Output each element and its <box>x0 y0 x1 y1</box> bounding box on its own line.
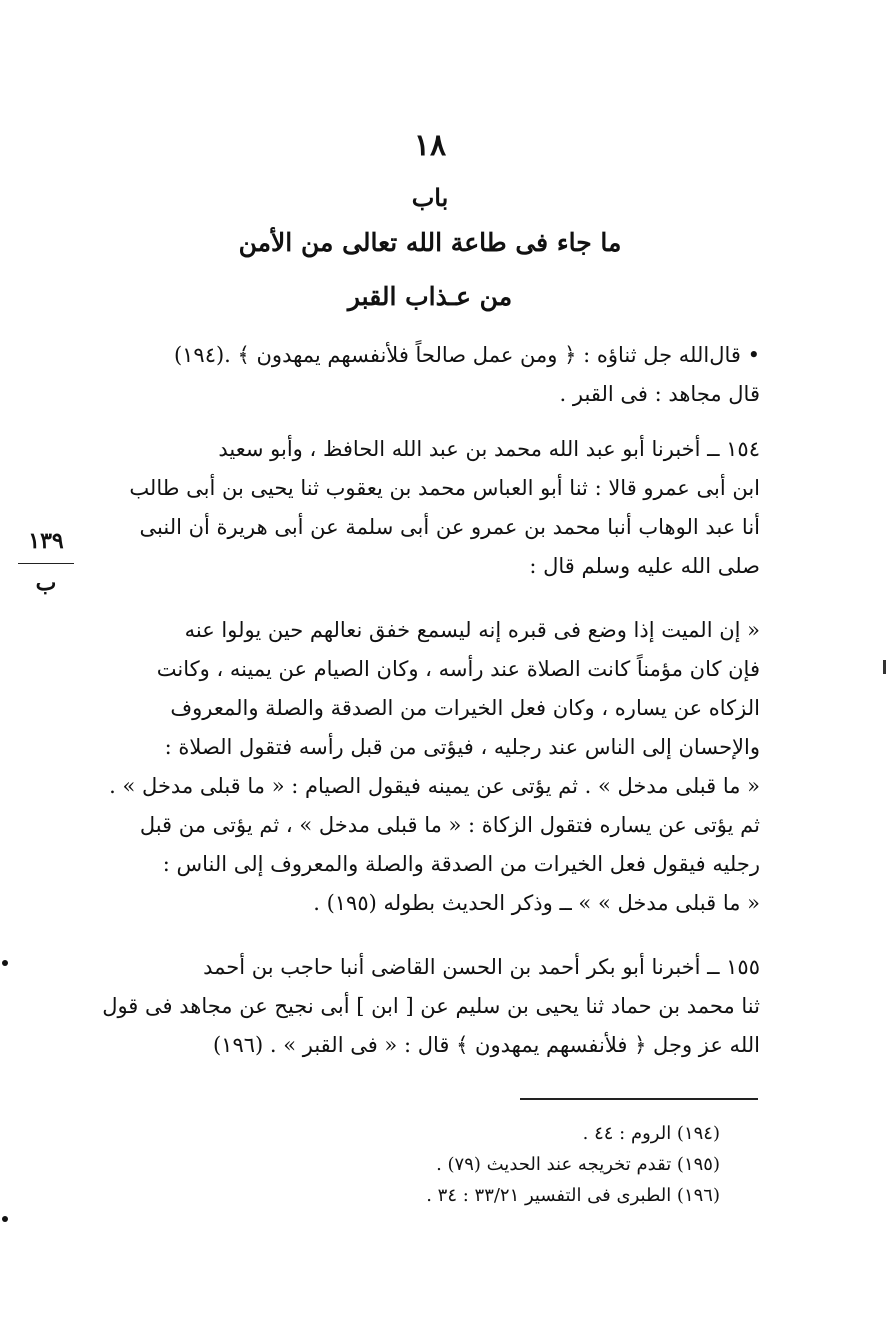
quran-quote-block <box>100 336 760 414</box>
text-line: أنا عبد الوهاب أنبا محمد بن عمرو عن أبى سلمة عن أبى هريرة أن النبى <box>139 515 760 539</box>
margin-divider <box>18 563 74 564</box>
text-line: « ما قبلى مدخل » . ثم يؤتى عن يمينه فيقول الصيام : « ما قبلى مدخل » . <box>109 774 760 798</box>
scan-mark <box>883 660 886 674</box>
footnote: (١٩٦) الطبرى فى التفسير ٣٣/٢١ : ٣٤ . <box>426 1185 720 1206</box>
hadith-154-isnad <box>100 430 760 586</box>
text-line: ثنا محمد بن حماد ثنا يحيى بن سليم عن [ ابن ] أبى نجيح عن مجاهد فى قول <box>102 994 760 1018</box>
hadith-155 <box>100 948 760 1065</box>
hadith-154-matn <box>100 611 760 923</box>
footnote-divider <box>520 1098 758 1100</box>
scan-mark <box>2 960 8 966</box>
text-line: « ما قبلى مدخل » » ــ وذكر الحديث بطوله (١٩٥) . <box>313 891 760 915</box>
text-line: الله عز وجل ﴿ فلأنفسهم يمهدون ﴾ قال : « فى القبر » . (١٩٦) <box>212 1033 760 1057</box>
text-line: رجليه فيقول فعل الخيرات من الصدقة والصلة والمعروف إلى الناس : <box>162 852 760 876</box>
scan-mark <box>2 1216 8 1222</box>
text-line: صلى الله عليه وسلم قال : <box>529 554 760 578</box>
chapter-title-line-2: من عـذاب القبر <box>347 282 513 311</box>
footnote: (١٩٥) تقدم تخريجه عند الحديث (٧٩) . <box>436 1154 720 1175</box>
chapter-number: ١٨ <box>413 128 447 163</box>
text-line: ثم يؤتى عن يساره فتقول الزكاة : « ما قبلى مدخل » ، ثم يؤتى من قبل <box>139 813 760 837</box>
chapter-label: باب <box>411 183 449 212</box>
text-line: ١٥٥ ــ أخبرنا أبو بكر أحمد بن الحسن القاضى أنبا حاجب بن أحمد <box>203 955 760 979</box>
text-line: • قال‌الله جل ثناؤه : ﴿ ومن عمل صالحاً فلأنفسهم يمهدون ﴾ .(١٩٤) <box>173 343 760 367</box>
text-line: قال مجاهد : فى القبر . <box>559 382 760 406</box>
chapter-title-line-1: ما جاء فى طاعة الله تعالى من الأمن <box>238 228 622 257</box>
text-line: فإن كان مؤمناً كانت الصلاة عند رأسه ، وكان الصيام عن يمينه ، وكانت <box>156 657 760 681</box>
margin-folio-number: ١٣٩ <box>28 528 64 554</box>
text-line: والإحسان إلى الناس عند رجليه ، فيؤتى من قبل رأسه فتقول الصلاة : <box>164 735 760 759</box>
text-line: ابن أبى عمرو قالا : ثنا أبو العباس محمد بن يعقوب ثنا يحيى بن أبى طالب <box>129 476 760 500</box>
footnotes <box>300 1118 720 1211</box>
text-line: « إن الميت إذا وضع فى قبره إنه ليسمع خفق نعالهم حين يولوا عنه <box>184 618 760 642</box>
text-line: الزكاه عن يساره ، وكان فعل الخيرات من الصدقة والصلة والمعروف <box>170 696 760 720</box>
text-line: ١٥٤ ــ أخبرنا أبو عبد الله محمد بن عبد الله الحافظ ، وأبو سعيد <box>218 437 760 461</box>
margin-folio-side: ب <box>35 570 57 596</box>
footnote: (١٩٤) الروم : ٤٤ . <box>582 1123 720 1144</box>
